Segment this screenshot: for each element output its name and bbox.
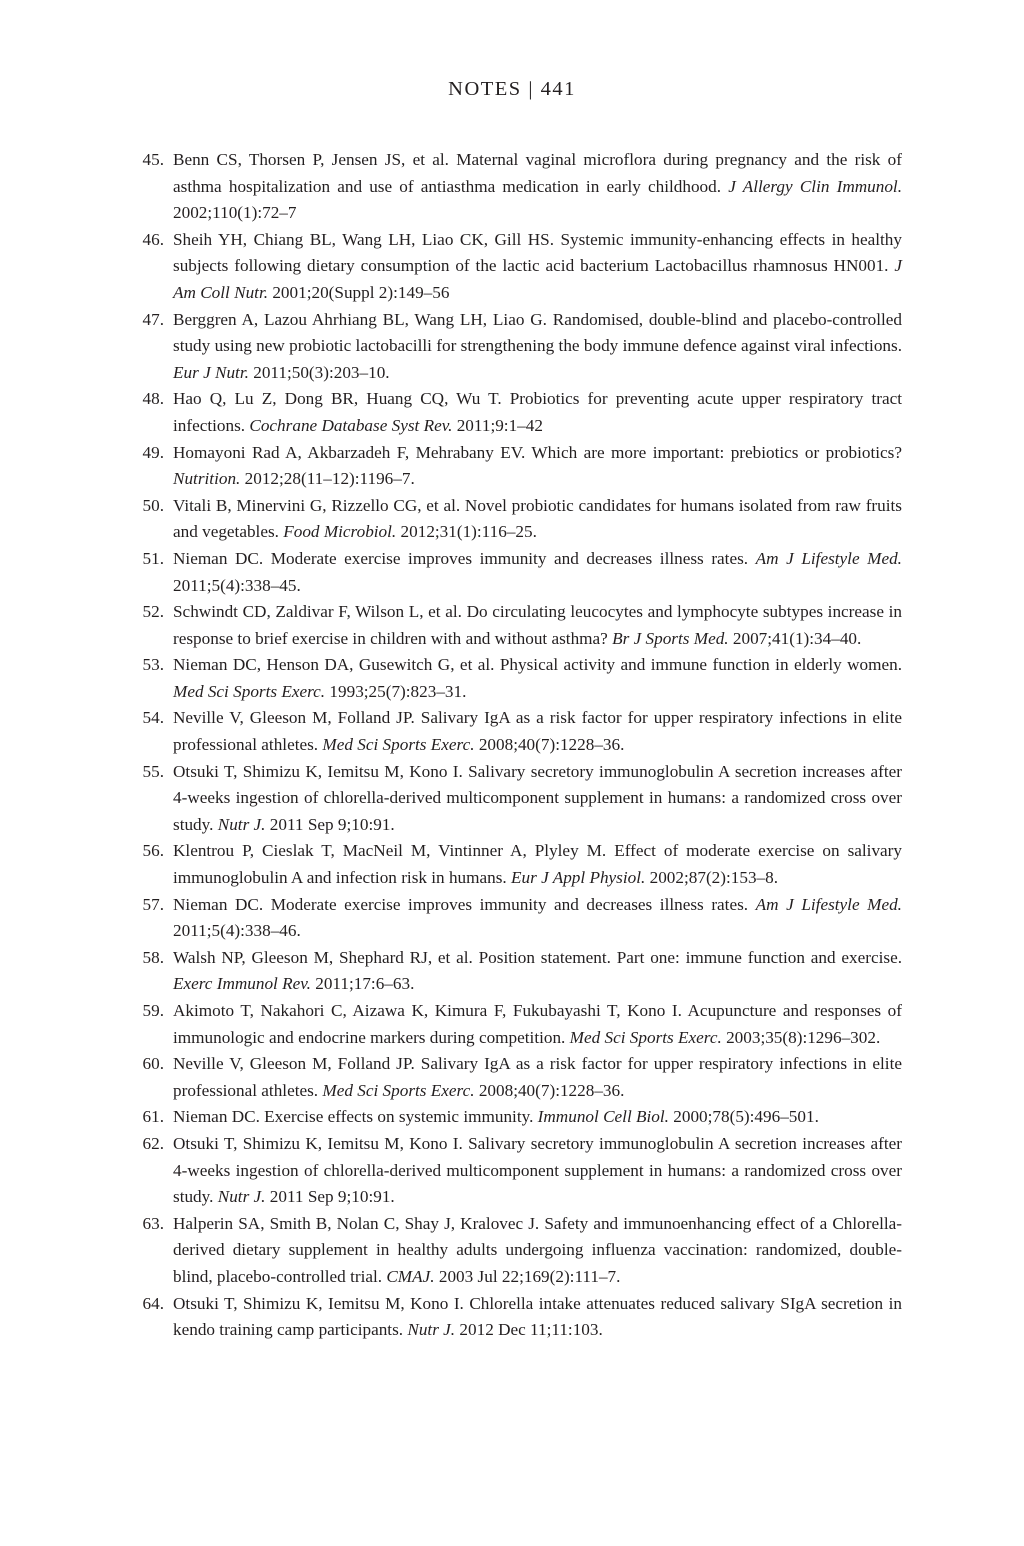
note-citation: 2003 Jul 22;169(2):111–7. xyxy=(434,1266,621,1286)
note-journal: Nutr J. xyxy=(217,814,266,834)
note-journal: CMAJ. xyxy=(386,1266,435,1286)
note-item xyxy=(128,307,902,387)
note-number: 47. xyxy=(142,309,164,329)
note-text: Walsh NP, Gleeson M, Shephard RJ, et al. Position statement. Part one: immune function and exercise. xyxy=(173,947,902,967)
note-journal: J Allergy Clin Immunol. xyxy=(728,176,903,196)
note-text: Klentrou P, Cieslak T, MacNeil M, Vintinner A, Plyley M. Effect of moderate exercise on salivary immunoglobulin A and infection risk in humans. xyxy=(173,841,902,888)
note-citation: 2002;87(2):153–8. xyxy=(645,868,779,888)
note-citation: 2011;9:1–42 xyxy=(452,415,543,435)
note-item xyxy=(128,599,902,652)
note-citation: 1993;25(7):823–31. xyxy=(325,681,467,701)
note-number: 45. xyxy=(142,150,164,169)
note-number: 62. xyxy=(142,1133,164,1153)
note-item xyxy=(128,705,902,758)
note-number: 46. xyxy=(142,229,164,249)
running-head: NOTES | 441 xyxy=(448,78,576,100)
note-citation: 2012;28(11–12):1196–7. xyxy=(240,469,415,489)
note-journal: Br J Sports Med. xyxy=(612,628,729,648)
note-item xyxy=(128,945,902,998)
note-citation: 2012 Dec 11;11:103. xyxy=(455,1320,603,1340)
note-citation: 2012;31(1):116–25. xyxy=(396,522,537,542)
note-journal: Cochrane Database Syst Rev. xyxy=(249,415,453,435)
note-number: 51. xyxy=(142,548,164,568)
note-number: 53. xyxy=(142,655,164,675)
notes-list xyxy=(128,147,902,1344)
note-item xyxy=(128,652,902,705)
note-journal: Med Sci Sports Exerc. xyxy=(322,1080,475,1100)
note-citation: 2002;110(1):72–7 xyxy=(173,203,297,223)
note-number: 58. xyxy=(142,947,164,967)
note-item xyxy=(128,1211,902,1291)
note-citation: 2011;17:6–63. xyxy=(310,974,415,994)
note-journal: Am J Lifestyle Med. xyxy=(755,548,902,568)
note-text: Hao Q, Lu Z, Dong BR, Huang CQ, Wu T. Probiotics for preventing acute upper respiratory tract infections. xyxy=(173,389,902,435)
note-citation: 2011 Sep 9;10:91. xyxy=(265,1187,395,1207)
note-text: Berggren A, Lazou Ahrhiang BL, Wang LH, Liao G. Randomised, double-blind and placebo-controlled study using new probiotic lactobacilli for strengthening the body immune defence against viral infections. xyxy=(173,309,902,356)
note-journal: Exerc Immunol Rev. xyxy=(173,974,311,994)
note-citation: 2008;40(7):1228–36. xyxy=(474,735,625,755)
note-citation: 2000;78(5):496–501. xyxy=(668,1107,819,1127)
note-number: 50. xyxy=(142,495,164,515)
note-text: Homayoni Rad A, Akbarzadeh F, Mehrabany EV. Which are more important: prebiotics or probiotics? xyxy=(173,442,902,462)
note-item xyxy=(128,838,902,891)
note-number: 54. xyxy=(142,708,164,728)
note-text: Halperin SA, Smith B, Nolan C, Shay J, Kralovec J. Safety and immunoenhancing effect of a Chlorella-derived dietary supplement in healthy adults undergoing influenza vaccination: randomized, double-blind, placebo-controlled trial. xyxy=(173,1213,902,1286)
note-item xyxy=(128,227,902,307)
note-item xyxy=(128,1051,902,1104)
note-journal: Food Microbiol. xyxy=(283,522,397,542)
note-item xyxy=(128,1104,902,1131)
note-citation: 2011;50(3):203–10. xyxy=(248,362,390,382)
note-item xyxy=(128,1291,902,1344)
note-text: Vitali B, Minervini G, Rizzello CG, et al. Novel probiotic candidates for humans isolated from raw fruits and vegetables. xyxy=(173,495,902,542)
note-text: Neville V, Gleeson M, Folland JP. Salivary IgA as a risk factor for upper respiratory infections in elite professional athletes. xyxy=(173,1054,902,1100)
note-text: Nieman DC, Henson DA, Gusewitch G, et al. Physical activity and immune function in elderly women. xyxy=(173,655,902,675)
note-number: 57. xyxy=(142,894,164,914)
note-citation: 2003;35(8):1296–302. xyxy=(721,1027,881,1047)
note-item xyxy=(128,147,902,227)
note-journal: Eur J Nutr. xyxy=(173,362,249,382)
note-citation: 2001;20(Suppl 2):149–56 xyxy=(268,282,450,302)
note-citation: 2007;41(1):34–40. xyxy=(728,628,862,648)
note-text: Nieman DC. Moderate exercise improves immunity and decreases illness rates. xyxy=(173,894,756,914)
note-number: 49. xyxy=(142,442,164,462)
note-number: 63. xyxy=(142,1213,164,1233)
note-citation: 2011 Sep 9;10:91. xyxy=(265,814,395,834)
note-journal: Eur J Appl Physiol. xyxy=(511,868,646,888)
note-text: Akimoto T, Nakahori C, Aizawa K, Kimura F, Fukubayashi T, Kono I. Acupuncture and responses of immunologic and endocrine markers during competition. xyxy=(173,1001,902,1047)
note-number: 61. xyxy=(142,1107,164,1127)
note-text: Otsuki T, Shimizu K, Iemitsu M, Kono I. Salivary secretory immunoglobulin A secretion increases after 4-weeks ingestion of chlorella-derived multicomponent supplement in humans: a randomized cross over study. xyxy=(173,1133,902,1207)
note-item xyxy=(128,440,902,493)
note-text: Benn CS, Thorsen P, Jensen JS, et al. Maternal vaginal microflora during pregnancy and the risk of asthma hospitalization and use of antiasthma medication in early childhood. xyxy=(173,150,902,196)
note-text: Otsuki T, Shimizu K, Iemitsu M, Kono I. Salivary secretory immunoglobulin A secretion increases after 4-weeks ingestion of chlorella-derived multicomponent supplement in humans: a randomized cross over study. xyxy=(173,761,902,834)
note-number: 59. xyxy=(142,1001,164,1020)
note-journal: Med Sci Sports Exerc. xyxy=(569,1027,722,1047)
note-item xyxy=(128,892,902,945)
note-journal: Med Sci Sports Exerc. xyxy=(322,735,475,755)
note-journal: Nutr J. xyxy=(217,1187,266,1207)
note-journal: Nutrition. xyxy=(173,469,241,489)
note-text: Nieman DC. Moderate exercise improves immunity and decreases illness rates. xyxy=(173,548,756,568)
note-item xyxy=(128,546,902,599)
note-number: 64. xyxy=(142,1293,164,1313)
note-text: Neville V, Gleeson M, Folland JP. Salivary IgA as a risk factor for upper respiratory infections in elite professional athletes. xyxy=(173,708,902,755)
note-text: Sheih YH, Chiang BL, Wang LH, Liao CK, Gill HS. Systemic immunity-enhancing effects in healthy subjects following dietary consumption of the lactic acid bacterium Lactobacillus rhamnosus HN001. xyxy=(173,229,902,276)
note-item xyxy=(128,493,902,546)
note-number: 55. xyxy=(142,761,164,781)
note-citation: 2008;40(7):1228–36. xyxy=(474,1080,625,1100)
note-text: Otsuki T, Shimizu K, Iemitsu M, Kono I. Chlorella intake attenuates reduced salivary SIgA secretion in kendo training camp participants. xyxy=(173,1293,902,1340)
note-number: 60. xyxy=(142,1054,164,1074)
note-journal: Nutr J. xyxy=(407,1320,456,1340)
note-journal: J Am Coll Nutr. xyxy=(173,256,902,302)
note-number: 48. xyxy=(142,389,164,409)
note-item xyxy=(128,998,902,1051)
note-item xyxy=(128,759,902,839)
note-item xyxy=(128,386,902,439)
note-number: 52. xyxy=(142,602,164,622)
note-journal: Med Sci Sports Exerc. xyxy=(173,681,326,701)
note-text: Nieman DC. Exercise effects on systemic immunity. xyxy=(173,1107,538,1127)
note-journal: Immunol Cell Biol. xyxy=(537,1107,669,1127)
note-citation: 2011;5(4):338–46. xyxy=(173,921,301,941)
note-journal: Am J Lifestyle Med. xyxy=(755,894,902,914)
note-number: 56. xyxy=(142,841,164,861)
note-text: Schwindt CD, Zaldivar F, Wilson L, et al. Do circulating leucocytes and lymphocyte subtypes increase in response to brief exercise in children with and without asthma? xyxy=(173,602,902,648)
note-item xyxy=(128,1131,902,1211)
note-citation: 2011;5(4):338–45. xyxy=(173,575,301,595)
